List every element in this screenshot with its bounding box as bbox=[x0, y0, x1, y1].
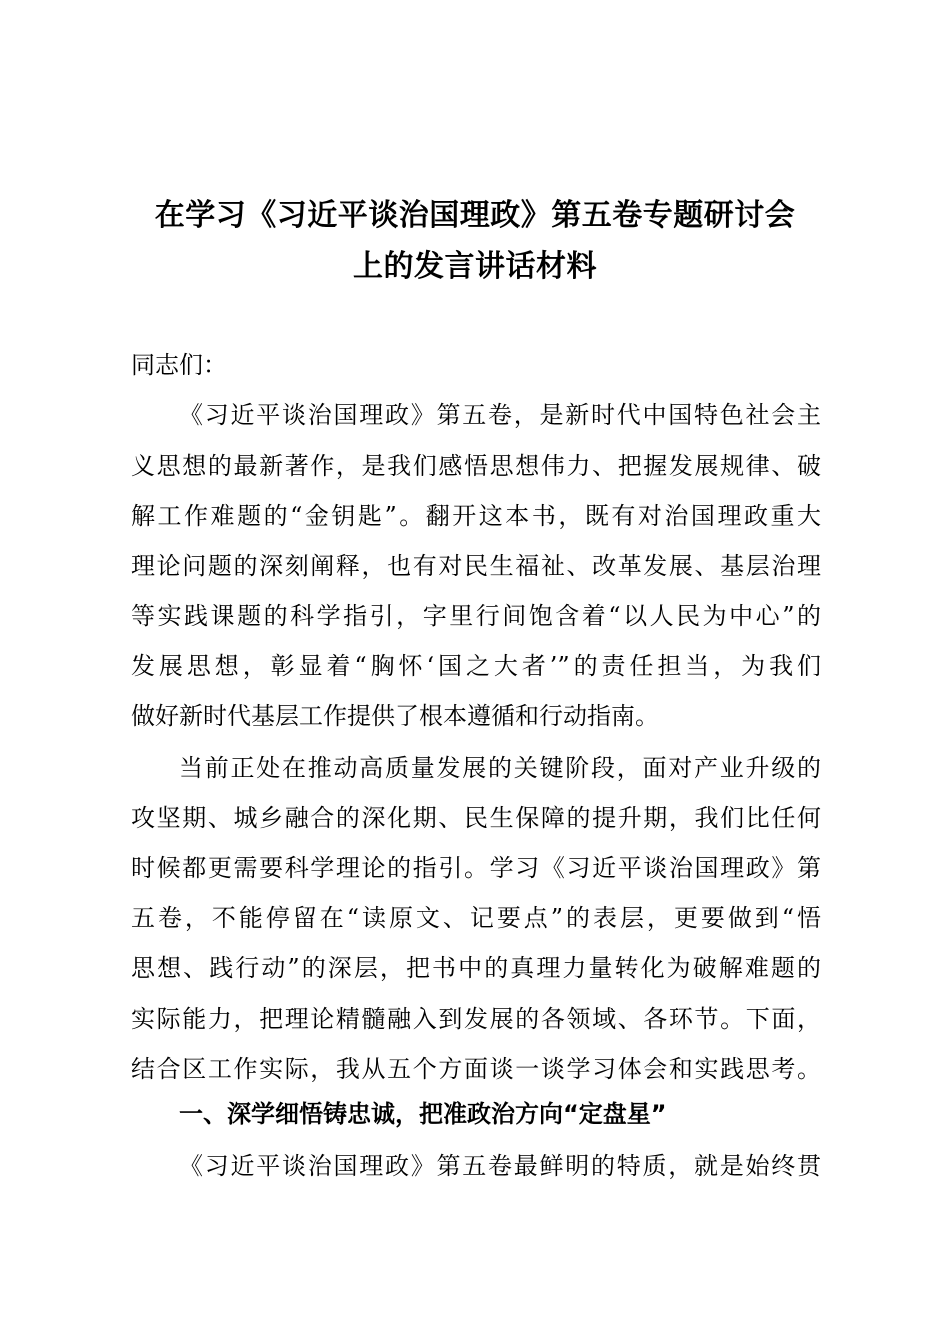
paragraph-1-line: 发展思想，彰显着“胸怀‘国之大者’”的责任担当，为我们 bbox=[131, 652, 821, 680]
paragraph-1-line: 等实践课题的科学指引，字里行间饱含着“以人民为中心”的 bbox=[131, 602, 821, 630]
document-title-line-1: 在学习《习近平谈治国理政》第五卷专题研讨会 bbox=[154, 198, 796, 233]
paragraph-3-line: 《习近平谈治国理政》第五卷最鲜明的特质，就是始终贯 bbox=[179, 1152, 821, 1180]
paragraph-1-line: 做好新时代基层工作提供了根本遵循和行动指南。 bbox=[131, 702, 659, 730]
paragraph-2-line: 结合区工作实际，我从五个方面谈一谈学习体会和实践思考。 bbox=[131, 1055, 821, 1083]
paragraph-2-line: 思想、践行动”的深层，把书中的真理力量转化为破解难题的 bbox=[131, 954, 821, 982]
section-heading: 一、深学细悟铸忠诚，把准政治方向“定盘星” bbox=[179, 1100, 667, 1128]
paragraph-2-line: 实际能力，把理论精髓融入到发展的各领域、各环节。下面， bbox=[131, 1005, 821, 1033]
paragraph-1-line: 解工作难题的“金钥匙”。翻开这本书，既有对治国理政重大 bbox=[131, 502, 821, 530]
document-title-line-2: 上的发言讲话材料 bbox=[353, 249, 597, 284]
paragraph-2-line: 当前正处在推动高质量发展的关键阶段，面对产业升级的 bbox=[179, 754, 821, 782]
paragraph-2-line: 攻坚期、城乡融合的深化期、民生保障的提升期，我们比任何 bbox=[131, 804, 821, 832]
paragraph-1-line: 义思想的最新著作，是我们感悟思想伟力、把握发展规律、破 bbox=[131, 452, 821, 480]
paragraph-1-line: 理论问题的深刻阐释，也有对民生福祉、改革发展、基层治理 bbox=[131, 552, 821, 580]
paragraph-2-line: 时候都更需要科学理论的指引。学习《习近平谈治国理政》第 bbox=[131, 854, 821, 882]
paragraph-2-line: 五卷，不能停留在“读原文、记要点”的表层，更要做到“悟 bbox=[131, 904, 821, 932]
salutation: 同志们： bbox=[131, 351, 227, 379]
paragraph-1-line: 《习近平谈治国理政》第五卷，是新时代中国特色社会主 bbox=[179, 401, 821, 429]
